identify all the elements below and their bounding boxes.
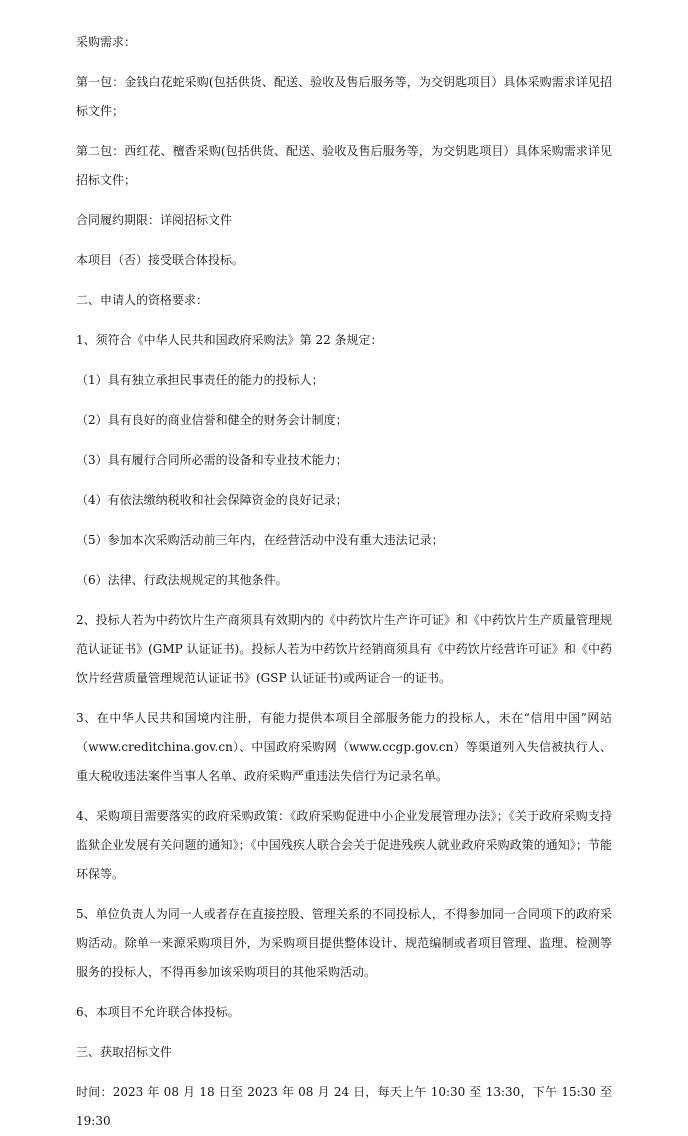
paragraph-procurement-policies: 4、采购项目需要落实的政府采购政策：《政府采购促进中小企业发展管理办法》；《关于政府采购支持监狱企业发展有关问题的通知》；《中国残疾人联合会关于促进残疾人就业政府采购政策的通知》；节能环保等。 xyxy=(76,809,612,881)
list-item-other-conditions: （6）法律、行政法规规定的其他条件。 xyxy=(76,573,288,587)
paragraph-credit-check: 3、在中华人民共和国境内注册，有能力提供本项目全部服务能力的投标人，未在“信用中国”网站（www.creditchina.gov.cn）、中国政府采购网（www.ccgp.gov.cn）等渠道列入失信被执行人、重大税收违法案件当事人名单、政府采购严重违法失信行为记录名单。 xyxy=(76,711,612,783)
paragraph-licenses: 2、投标人若为中药饮片生产商须具有效期内的《中药饮片生产许可证》和《中药饮片生产质量管理规范认证证书》(GMP 认证证书)。投标人若为中药饮片经销商须具有《中药饮片经营许可证》和《中药饮片经营质量管理规范认证证书》(GSP 认证证书)或两证合一的证书。 xyxy=(76,613,612,685)
paragraph-package-one: 第一包：金钱白花蛇采购(包括供货、配送、验收及售后服务等，为交钥匙项目）具体采购需求详见招标文件； xyxy=(76,75,612,118)
paragraph-procurement-demand: 采购需求： xyxy=(76,35,137,49)
paragraph-no-joint-bid: 6、本项目不允许联合体投标。 xyxy=(76,1005,240,1019)
section-heading-obtain-documents: 三、获取招标文件 xyxy=(76,1045,173,1059)
list-item-tax-records: （4）有依法缴纳税收和社会保障资金的良好记录； xyxy=(76,493,348,507)
paragraph-related-bidders: 5、单位负责人为同一人或者存在直接控股、管理关系的不同投标人，不得参加同一合同项下的政府采购活动。除单一来源采购项目外，为采购项目提供整体设计、规范编制或者项目管理、监理、检测等服务的投标人，不得再参加该采购项目的其他采购活动。 xyxy=(76,907,612,979)
paragraph-joint-bid: 本项目（否）接受联合体投标。 xyxy=(76,253,245,267)
list-item-business-credit: （2）具有良好的商业信誉和健全的财务会计制度； xyxy=(76,413,348,427)
paragraph-contract-term: 合同履约期限：详阅招标文件 xyxy=(76,213,233,227)
paragraph-package-two: 第二包：西红花、檀香采购(包括供货、配送、验收及售后服务等，为交钥匙项目）具体采购需求详见招标文件； xyxy=(76,144,612,187)
list-item-civil-liability: （1）具有独立承担民事责任的能力的投标人； xyxy=(76,373,324,387)
document-body xyxy=(76,28,612,1136)
paragraph-article-22: 1、须符合《中华人民共和国政府采购法》第 22 条规定： xyxy=(76,333,383,347)
list-item-no-violations: （5）参加本次采购活动前三年内，在经营活动中没有重大违法记录； xyxy=(76,533,444,547)
list-item-equipment-capability: （3）具有履行合同所必需的设备和专业技术能力； xyxy=(76,453,348,467)
paragraph-obtain-time: 时间：2023 年 08 月 18 日至 2023 年 08 月 24 日，每天上午 10:30 至 13:30，下午 15:30 至 19:30 xyxy=(76,1085,612,1128)
section-heading-qualifications: 二、申请人的资格要求： xyxy=(76,293,209,307)
